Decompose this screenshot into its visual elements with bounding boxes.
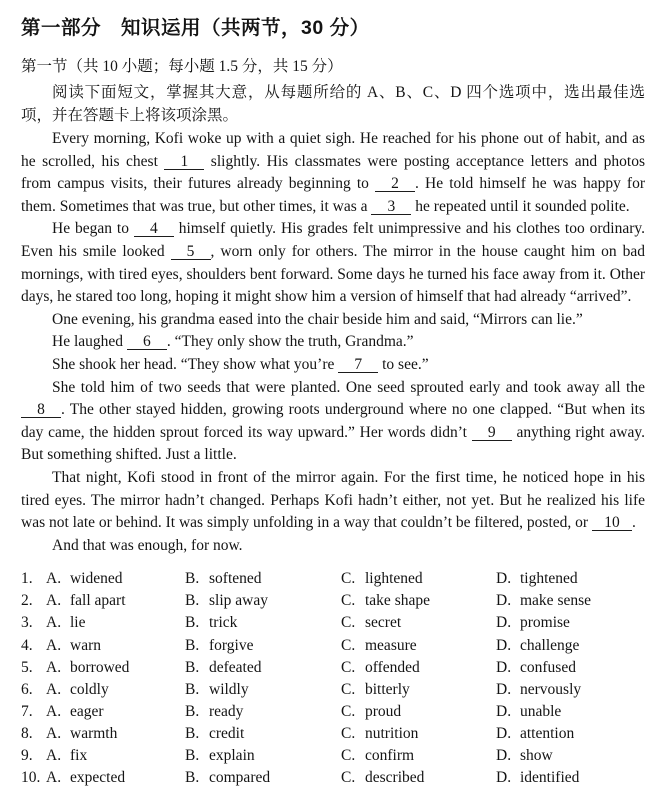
- option-text: widened: [70, 570, 123, 588]
- option-b: [185, 745, 341, 767]
- option-text: forgive: [209, 636, 254, 654]
- passage-paragraph: Every morning, Kofi woke up with a quiet sigh. He reached for his phone out of habit, and as he scrolled, his chest 1 slightly. His classmates were posting acceptance letters and photos from campus visits, their futures already beginning to 2 . He told himself he was happy for them. Sometimes that was true, but other times, it was a 3 he repeated until it sounded polite.: [21, 130, 646, 215]
- option-text: lie: [70, 614, 86, 632]
- option-label: C.: [341, 658, 356, 676]
- passage-paragraph: He laughed 6 . “They only show the truth, Grandma.”: [52, 333, 414, 351]
- option-label: B.: [185, 592, 200, 610]
- option-label: B.: [185, 747, 200, 765]
- option-text: credit: [209, 724, 245, 742]
- option-c: [341, 590, 496, 612]
- option-label: C.: [341, 680, 356, 698]
- option-text: wildly: [209, 680, 249, 698]
- option-d: [496, 679, 645, 701]
- option-text: confirm: [365, 747, 415, 765]
- option-text: fall apart: [70, 592, 126, 610]
- option-label: C.: [341, 724, 356, 742]
- option-label: A.: [46, 747, 62, 765]
- option-label: B.: [185, 658, 200, 676]
- option-d: [496, 657, 645, 679]
- cloze-passage: [21, 128, 645, 557]
- option-label: A.: [46, 570, 62, 588]
- option-text: ready: [209, 702, 244, 720]
- option-a: [21, 745, 185, 767]
- option-c: [341, 657, 496, 679]
- part-title: 第一部分 知识运用（共两节，30 分）: [21, 17, 370, 39]
- cloze-blank-8: 8: [21, 402, 61, 418]
- option-text: unable: [520, 702, 562, 720]
- question-number: 8.: [21, 724, 33, 742]
- question-row: [21, 635, 645, 657]
- option-a: [21, 723, 185, 745]
- question-number: 3.: [21, 614, 33, 632]
- passage-paragraph: She told him of two seeds that were planted. One seed sprouted early and took away all the 8 . The other stayed hidden, growing roots underground where no one clapped. “But when its day came, the hidden sprout forced its way upward.” Her words didn’t 9 anything right away. But something shifted. Just a little.: [21, 378, 645, 464]
- option-label: D.: [496, 769, 512, 787]
- option-text: nervously: [520, 680, 582, 698]
- option-label: D.: [496, 614, 512, 632]
- option-text: trick: [209, 614, 238, 632]
- option-label: B.: [185, 702, 200, 720]
- question-number: 9.: [21, 747, 33, 765]
- option-label: A.: [46, 636, 62, 654]
- option-label: A.: [46, 592, 62, 610]
- option-c: [341, 679, 496, 701]
- option-c: [341, 767, 496, 789]
- option-text: secret: [365, 614, 402, 632]
- option-text: defeated: [209, 658, 262, 676]
- option-a: [21, 701, 185, 723]
- option-a: [21, 612, 185, 634]
- option-b: [185, 568, 341, 590]
- question-row: [21, 723, 645, 745]
- option-b: [185, 679, 341, 701]
- option-text: softened: [209, 570, 262, 588]
- passage-paragraph: She shook her head. “They show what you’re 7 to see.”: [52, 355, 429, 373]
- cloze-blank-3: 3: [371, 199, 411, 215]
- option-label: C.: [341, 747, 356, 765]
- question-row: [21, 657, 645, 679]
- option-text: bitterly: [365, 680, 410, 698]
- option-label: D.: [496, 724, 512, 742]
- passage-paragraph: That night, Kofi stood in front of the mirror again. For the first time, he noticed hope in his tired eyes. The mirror hadn’t changed. Perhaps Kofi hadn’t either, not yet. But he realized his life was not late or behind. It was simply unfolding in a way that couldn’t be filtered, posted, or 10 .: [21, 468, 645, 532]
- option-a: [21, 635, 185, 657]
- option-text: eager: [70, 702, 104, 720]
- option-a: [21, 679, 185, 701]
- option-text: warmth: [70, 724, 118, 742]
- option-a: [21, 590, 185, 612]
- option-text: promise: [520, 614, 570, 632]
- option-d: [496, 745, 645, 767]
- option-label: D.: [496, 680, 512, 698]
- option-label: A.: [46, 658, 62, 676]
- option-d: [496, 635, 645, 657]
- option-label: B.: [185, 680, 200, 698]
- option-d: [496, 590, 645, 612]
- question-number: 2.: [21, 592, 33, 610]
- option-c: [341, 612, 496, 634]
- option-label: D.: [496, 747, 512, 765]
- question-row: [21, 679, 645, 701]
- option-label: C.: [341, 636, 356, 654]
- option-b: [185, 767, 341, 789]
- option-c: [341, 745, 496, 767]
- cloze-blank-7: 7: [338, 357, 378, 373]
- option-b: [185, 657, 341, 679]
- option-d: [496, 767, 645, 789]
- question-row: [21, 767, 645, 789]
- option-d: [496, 701, 645, 723]
- passage-paragraph: And that was enough, for now.: [52, 536, 243, 554]
- cloze-blank-6: 6: [127, 334, 167, 350]
- option-c: [341, 723, 496, 745]
- option-a: [21, 767, 185, 789]
- option-text: warn: [70, 636, 101, 654]
- passage-paragraph: He began to 4 himself quietly. His grades felt unimpressive and his clothes too ordinary. Even his smile looked 5 , worn only for others. The mirror in the house caught him on bad mornings, with tired eyes, shoulders bent forward. Some days he turned his face away from it. Other days, he stared too long, hoping it might show him a version of himself that had already “arrived”.: [21, 220, 646, 306]
- option-d: [496, 568, 645, 590]
- option-text: lightened: [365, 570, 423, 588]
- option-label: C.: [341, 614, 356, 632]
- option-label: B.: [185, 769, 200, 787]
- passage-paragraph: One evening, his grandma eased into the chair beside him and said, “Mirrors can lie.”: [52, 310, 583, 328]
- option-label: B.: [185, 570, 200, 588]
- option-b: [185, 635, 341, 657]
- cloze-blank-4: 4: [134, 221, 174, 237]
- option-label: D.: [496, 658, 512, 676]
- option-text: compared: [209, 769, 271, 787]
- question-row: [21, 701, 645, 723]
- option-b: [185, 723, 341, 745]
- option-label: B.: [185, 614, 200, 632]
- option-text: show: [520, 747, 553, 765]
- option-d: [496, 612, 645, 634]
- option-text: nutrition: [365, 724, 419, 742]
- cloze-blank-2: 2: [375, 176, 415, 192]
- option-text: take shape: [365, 592, 430, 610]
- question-number: 7.: [21, 702, 33, 720]
- section-title: 第一节（共 10 小题；每小题 1.5 分，共 15 分）: [21, 58, 343, 75]
- option-d: [496, 723, 645, 745]
- option-label: C.: [341, 769, 356, 787]
- option-label: A.: [46, 702, 62, 720]
- option-label: C.: [341, 592, 356, 610]
- option-text: described: [365, 769, 425, 787]
- option-label: A.: [46, 680, 62, 698]
- option-label: C.: [341, 570, 356, 588]
- option-b: [185, 590, 341, 612]
- question-list: [21, 568, 645, 789]
- option-text: borrowed: [70, 658, 130, 676]
- option-label: D.: [496, 570, 512, 588]
- option-a: [21, 568, 185, 590]
- option-text: fix: [70, 747, 88, 765]
- question-number: 10.: [21, 769, 41, 787]
- question-row: [21, 590, 645, 612]
- question-number: 6.: [21, 680, 33, 698]
- option-text: measure: [365, 636, 417, 654]
- option-text: offended: [365, 658, 420, 676]
- option-text: challenge: [520, 636, 580, 654]
- cloze-blank-10: 10: [592, 515, 632, 531]
- option-text: proud: [365, 702, 402, 720]
- option-c: [341, 568, 496, 590]
- question-number: 4.: [21, 636, 33, 654]
- question-row: [21, 568, 645, 590]
- option-label: D.: [496, 592, 512, 610]
- option-c: [341, 635, 496, 657]
- option-text: attention: [520, 724, 575, 742]
- option-text: make sense: [520, 592, 592, 610]
- cloze-blank-9: 9: [472, 425, 512, 441]
- option-text: identified: [520, 769, 580, 787]
- option-text: coldly: [70, 680, 109, 698]
- option-label: A.: [46, 769, 62, 787]
- option-label: B.: [185, 636, 200, 654]
- option-text: slip away: [209, 592, 268, 610]
- cloze-blank-1: 1: [164, 154, 204, 170]
- option-label: B.: [185, 724, 200, 742]
- question-number: 5.: [21, 658, 33, 676]
- question-number: 1.: [21, 570, 33, 588]
- option-label: A.: [46, 614, 62, 632]
- option-label: D.: [496, 636, 512, 654]
- option-text: expected: [70, 769, 126, 787]
- option-b: [185, 612, 341, 634]
- instructions-text: 阅读下面短文，掌握其大意，从每题所给的 A、B、C、D 四个选项中，选出最佳选项，并在答题卡上将该项涂黑。: [21, 84, 645, 124]
- option-label: C.: [341, 702, 356, 720]
- option-text: tightened: [520, 570, 578, 588]
- question-row: [21, 612, 645, 634]
- option-b: [185, 701, 341, 723]
- option-label: D.: [496, 702, 512, 720]
- option-c: [341, 701, 496, 723]
- option-a: [21, 657, 185, 679]
- option-text: confused: [520, 658, 576, 676]
- question-row: [21, 745, 645, 767]
- option-text: explain: [209, 747, 255, 765]
- option-label: A.: [46, 724, 62, 742]
- cloze-blank-5: 5: [171, 244, 211, 260]
